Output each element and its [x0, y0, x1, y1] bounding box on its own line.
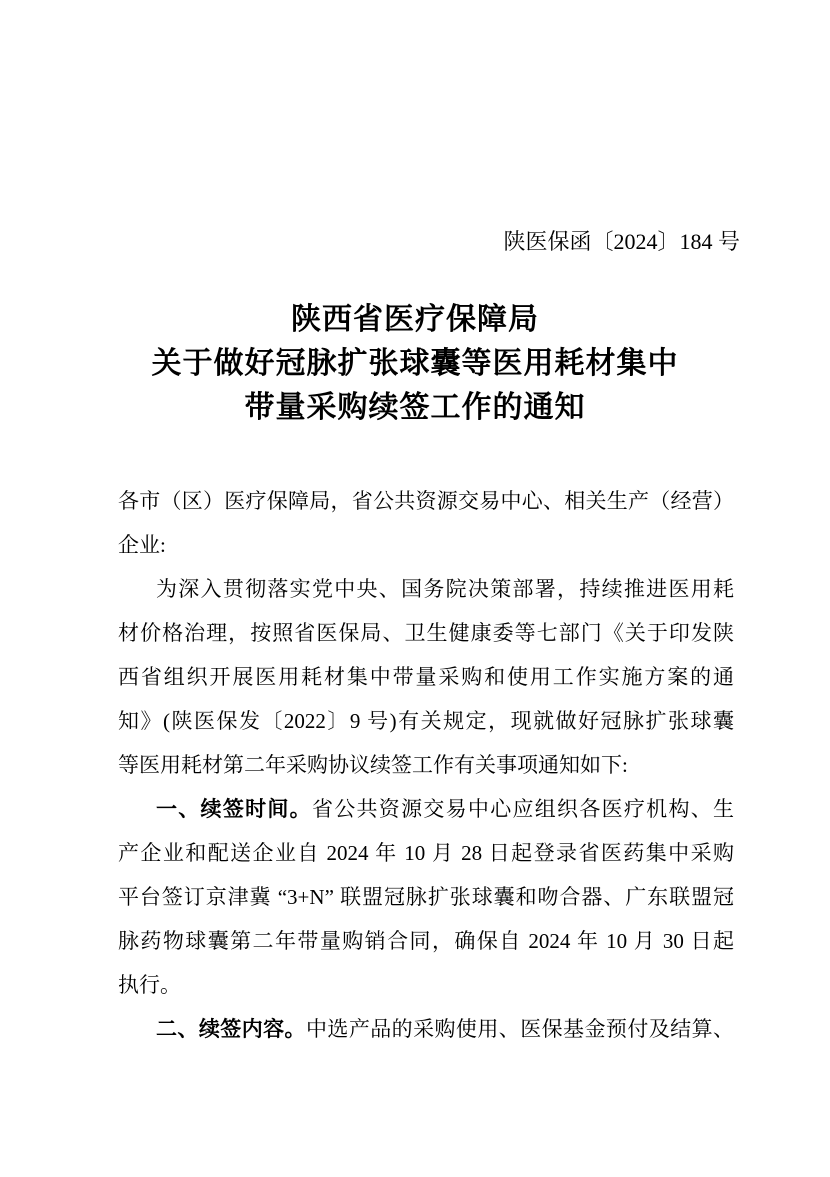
section2-line-1-text: 中选产品的采购使用、医保基金预付及结算、	[305, 1017, 734, 1041]
intro-paragraph-line-2: 材价格治理，按照省医保局、卫生健康委等七部门《关于印发陕	[118, 621, 734, 645]
intro-paragraph-line-5: 等医用耗材第二年采购协议续签工作有关事项通知如下:	[118, 753, 628, 777]
section1-line-3: 平台签订京津冀 “3+N” 联盟冠脉扩张球囊和吻合器、广东联盟冠	[118, 885, 734, 909]
document-title	[40, 298, 790, 430]
document-title-line1: 陕西省医疗保障局	[291, 303, 539, 336]
document-body	[118, 479, 734, 1051]
salutation-line-1: 各市（区）医疗保障局，省公共资源交易中心、相关生产（经营）	[118, 489, 734, 513]
intro-paragraph-line-1: 为深入贯彻落实党中央、国务院决策部署，持续推进医用耗	[156, 577, 734, 601]
section2-line-1	[118, 1007, 734, 1051]
intro-paragraph-line-3: 西省组织开展医用耗材集中带量采购和使用工作实施方案的通	[118, 665, 734, 689]
section1-heading: 一、续签时间。	[156, 798, 312, 821]
document-title-line2: 关于做好冠脉扩张球囊等医用耗材集中	[151, 347, 679, 380]
section1-line-1-text: 省公共资源交易中心应组织各医疗机构、生	[311, 797, 734, 821]
salutation-line-2: 企业:	[118, 533, 166, 557]
section1-line-1	[118, 787, 734, 831]
doc-number: 陕医保函〔2024〕184 号	[503, 229, 740, 254]
intro-paragraph-line-4: 知》(陕医保发〔2022〕9 号)有关规定，现就做好冠脉扩张球囊	[118, 709, 734, 733]
document-title-line3: 带量采购续签工作的通知	[244, 391, 586, 424]
section2-heading: 二、续签内容。	[156, 1018, 306, 1041]
section1-line-2: 产企业和配送企业自 2024 年 10 月 28 日起登录省医药集中采购	[118, 841, 734, 865]
section1-line-5: 执行。	[118, 973, 181, 997]
section1-line-4: 脉药物球囊第二年带量购销合同，确保自 2024 年 10 月 30 日起	[118, 929, 734, 953]
